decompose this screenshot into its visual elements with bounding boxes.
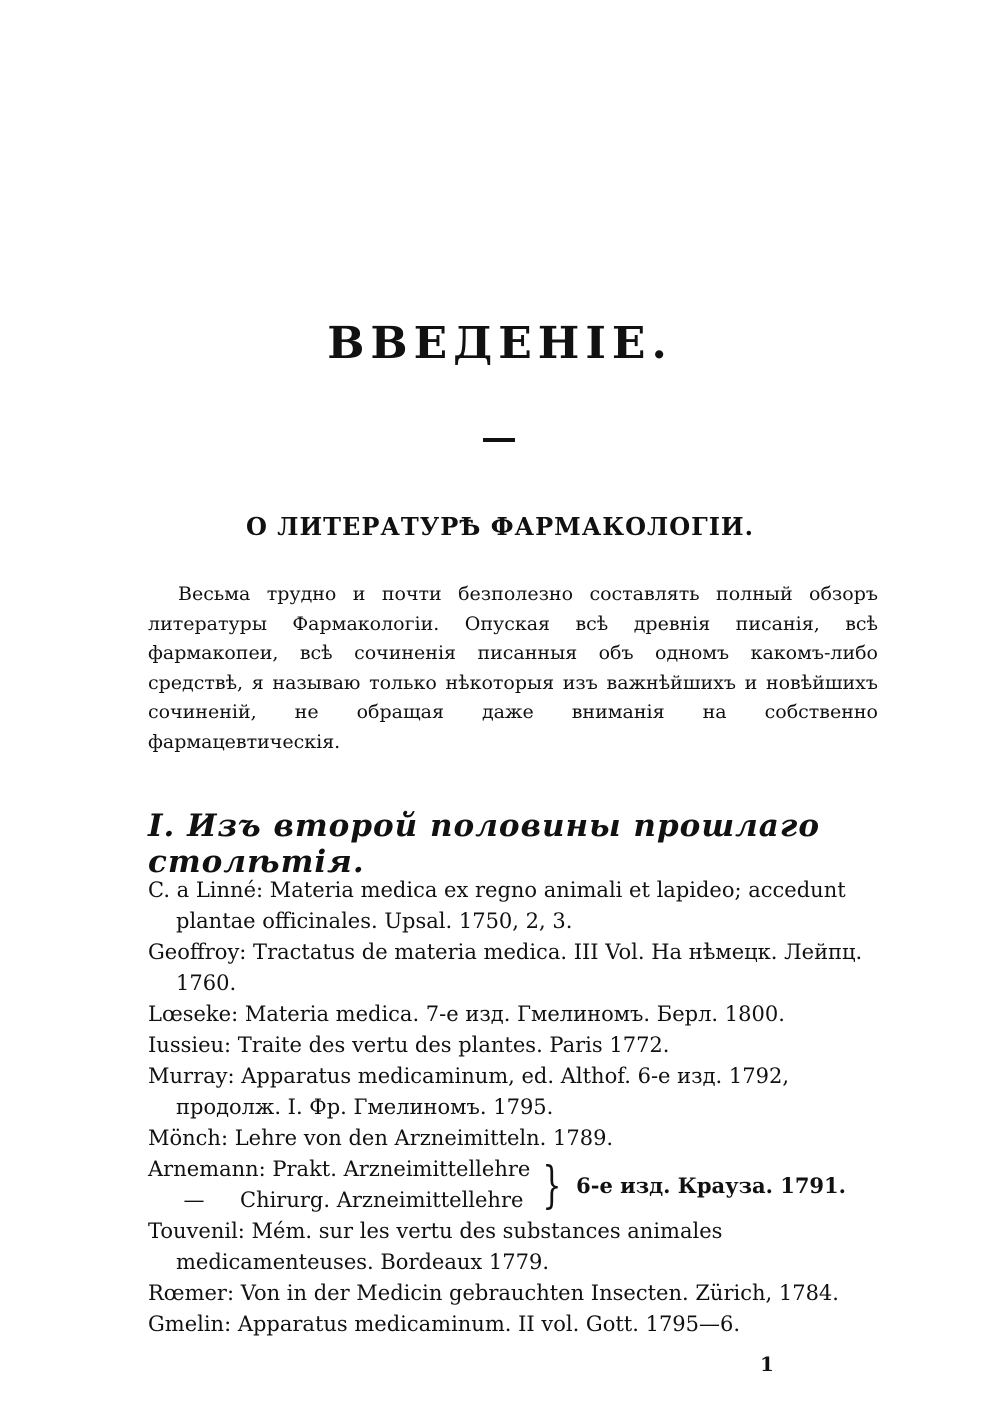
reference-item: Iussieu: Traite des vertu des plantes. Paris 1772. <box>148 1033 670 1057</box>
reference-item: C. a Linné: Materia medica ex regno animali et lapideo; accedunt plantae officinales. Upsal. 1750, 2, 3. <box>148 878 846 933</box>
arnemann-edition-note: 6-е изд. Крауза. 1791. <box>576 1172 846 1198</box>
title-divider <box>483 438 515 442</box>
curly-brace: } <box>542 1156 562 1214</box>
main-title: ВВЕДЕНІЕ. <box>327 318 673 369</box>
reference-item: Mönch: Lehre von den Arzneimitteln. 1789. <box>148 1126 614 1150</box>
page-number: 1 <box>760 1352 774 1376</box>
reference-item: Murray: Apparatus medicaminum, ed. Althof. 6-е изд. 1792, продолж. I. Фр. Гмелиномъ. 1795. <box>148 1064 790 1119</box>
arnemann-dash: — <box>183 1188 205 1212</box>
reference-item: Geoffroy: Tractatus de materia medica. III Vol. На нѣмецк. Лейпц. 1760. <box>148 940 863 995</box>
reference-list <box>148 875 888 1340</box>
reference-item: Lœseke: Materia medica. 7-е изд. Гмелиномъ. Берл. 1800. <box>148 1002 785 1026</box>
subsection-heading: I. Изъ второй половины прошлаго столѣтія. <box>148 808 821 880</box>
arnemann-line-2-text: Chirurg. Arzneimittellehre <box>240 1188 524 1212</box>
reference-item: Rœmer: Von in der Medicin gebrauchten Insecten. Zürich, 1784. <box>148 1281 839 1305</box>
arnemann-lines <box>148 1154 530 1216</box>
arnemann-line-1: Arnemann: Prakt. Arzneimittellehre <box>148 1157 531 1181</box>
reference-item-arnemann <box>148 1154 888 1216</box>
arnemann-line-2 <box>148 1185 530 1216</box>
intro-paragraph: Весьма трудно и почти безполезно составлять полный обзоръ литературы Фармакологіи. Опуская всѣ древнія писанія, всѣ фармакопеи, всѣ сочиненія писанныя объ одномъ какомъ-либо средствѣ, я называю только нѣкоторыя изъ важнѣйшихъ и новѣйшихъ сочиненій, не обращая даже вниманія на собственно фармацевтическія. <box>148 583 878 753</box>
section-title: О ЛИТЕРАТУРѢ ФАРМАКОЛОГІИ. <box>246 512 754 541</box>
reference-item: Gmelin: Apparatus medicaminum. II vol. Gott. 1795—6. <box>148 1312 741 1336</box>
reference-item: Touvenil: Mém. sur les vertu des substances animales medicamenteuses. Bordeaux 1779. <box>148 1219 723 1274</box>
